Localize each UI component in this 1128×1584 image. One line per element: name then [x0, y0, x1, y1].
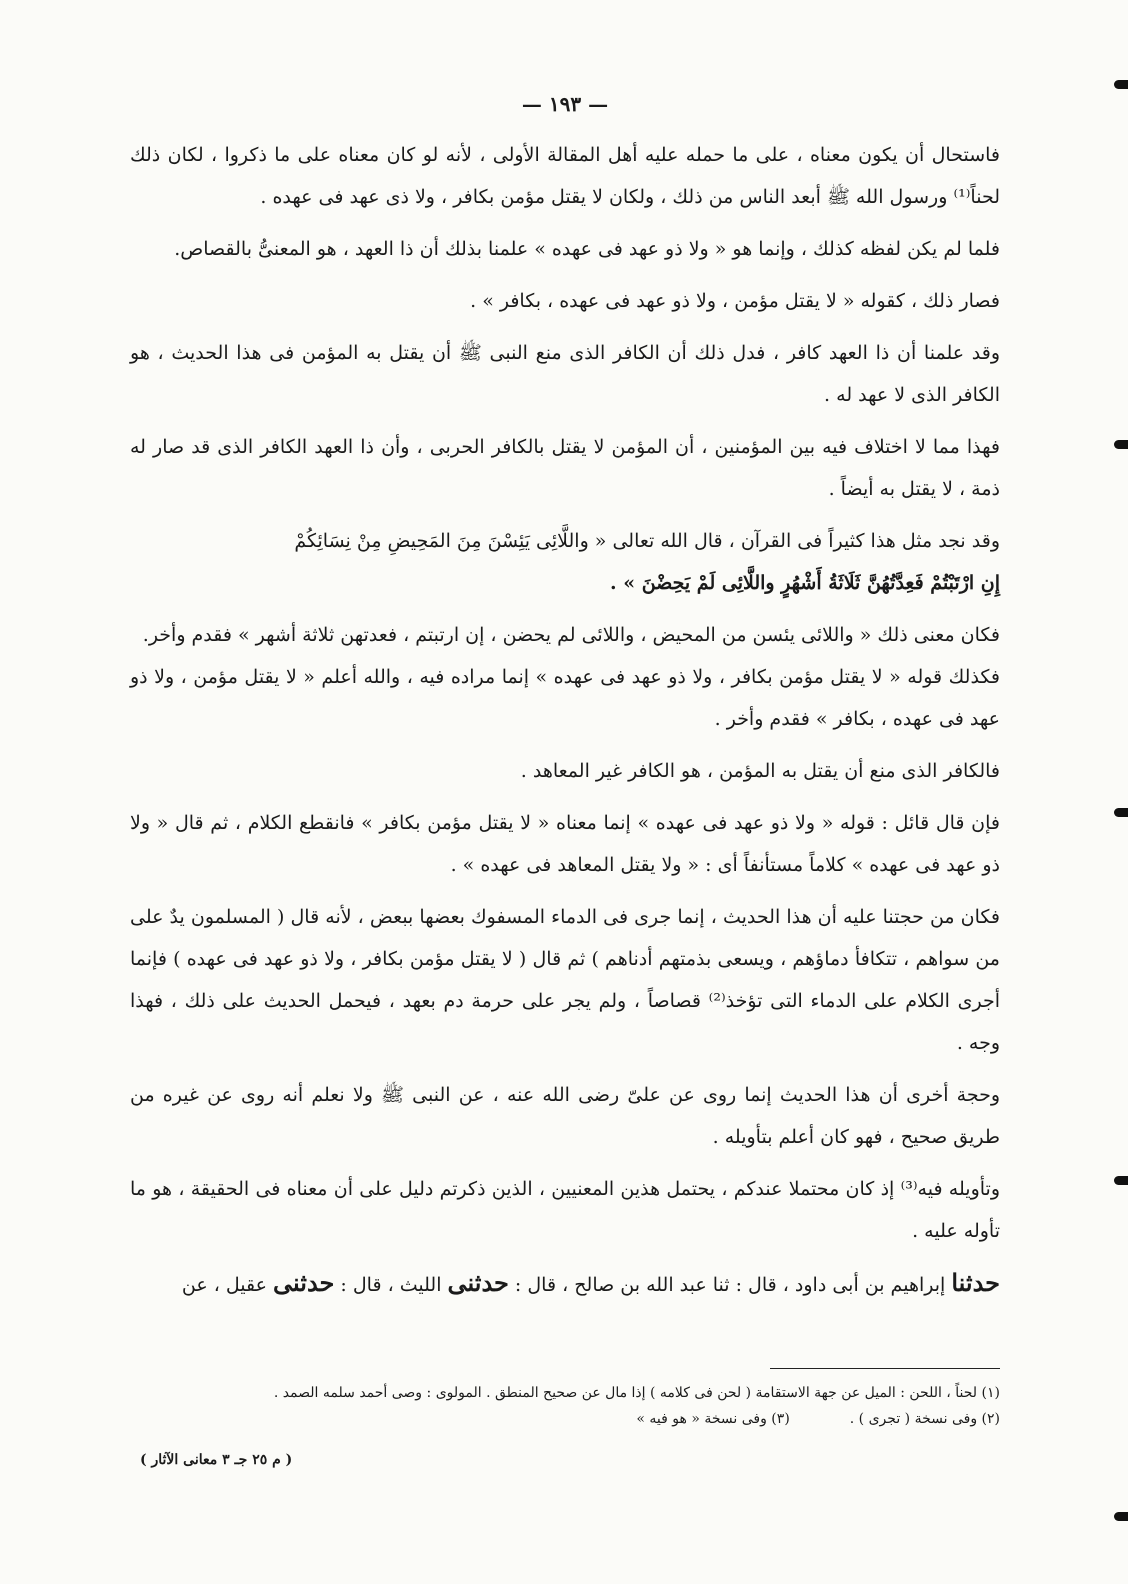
- paragraph-12: وحجة أخرى أن هذا الحديث إنما روى عن علىّ رضى الله عنه ، عن النبى ﷺ ولا نعلم أنه روى عن غيره من طريق صحيح ، فهو كان أعلم بتأويله .: [130, 1084, 1000, 1148]
- footnote-2: (٢) وفى نسخة ( تجرى ) .: [849, 1411, 1000, 1427]
- paragraph-2: فلما لم يكن لفظه كذلك ، وإنما هو « ولا ذو عهد فى عهده » علمنا بذلك أن ذا العهد ، هو المعنىُّ بالقصاص.: [174, 238, 1000, 260]
- paragraph-4: وقد علمنا أن ذا العهد كافر ، فدل ذلك أن الكافر الذى منع النبى ﷺ أن يقتل به المؤمن فى هذا الحديث ، هو الكافر الذى لا عهد له .: [130, 342, 1000, 406]
- footnote-row: [130, 1406, 1000, 1432]
- haddathani-word-2: حدثنى: [273, 1268, 335, 1297]
- haddathani-word-1: حدثنى: [447, 1268, 509, 1297]
- paragraph-9: فالكافر الذى منع أن يقتل به المؤمن ، هو الكافر غير المعاهد .: [520, 760, 1000, 782]
- paragraph-5: فهذا مما لا اختلاف فيه بين المؤمنين ، أن المؤمن لا يقتل بالكافر الحربى ، وأن ذا العهد الكافر الذى قد صار له ذمة ، لا يقتل به أيضاً .: [130, 436, 1000, 500]
- edge-mark-3: [1114, 808, 1128, 817]
- paragraph-11: فكان من حجتنا عليه أن هذا الحديث ، إنما جرى فى الدماء المسفوك بعضها ببعض ، لأنه قال ( المسلمون يدٌ على من سواهم ، تتكافأ دماؤهم ، ويسعى بذمتهم أدناهم ) ثم قال ( لا يقتل مؤمن بكافر ، ولا ذو عهد فى عهده ) فإنما أجرى الكلام على الدماء التى تؤخذ⁽²⁾ قصاصاً ، ولم يجر على حرمة دم بعهد ، فيحمل الحديث على ذلك ، فهذا وجه .: [130, 906, 1000, 1054]
- isnad-text-1: إبراهيم بن أبى داود ، قال : ثنا عبد الله بن صالح ، قال :: [508, 1274, 952, 1296]
- isnad-text-2: الليث ، قال :: [334, 1274, 448, 1296]
- edge-mark-4: [1114, 1176, 1128, 1185]
- footnotes: [130, 1380, 1000, 1432]
- isnad-paragraph: [130, 1262, 1000, 1306]
- isnad-text-3: عقيل ، عن: [181, 1274, 274, 1296]
- page-number: — ١٩٣ —: [521, 92, 609, 116]
- paragraph-1: فاستحال أن يكون معناه ، على ما حمله عليه أهل المقالة الأولى ، لأنه لو كان معناه على ما ذكروا ، لكان ذلك لحناً⁽¹⁾ ورسول الله ﷺ أبعد الناس من ذلك ، ولكان لا يقتل مؤمن بكافر ، ولا ذى عهد فى عهده .: [130, 144, 1000, 208]
- paragraph-6: وقد نجد مثل هذا كثيراً فى القرآن ، قال الله تعالى « واللَّائِى يَئِسْنَ مِنَ المَحِيضِ مِنْ نِسَائِكُمْ: [294, 530, 1000, 552]
- quran-verse: إِنِ ارْتَبْتُمْ فَعِدَّتُهُنَّ ثَلَاثَةُ أَشْهُرٍ واللَّائِى لَمْ يَحِضْنَ » .: [609, 572, 1000, 594]
- edge-mark-5: [1114, 1512, 1128, 1521]
- page-body: [130, 92, 1000, 1316]
- paragraph-7: فكان معنى ذلك « واللائى يئسن من المحيض ، واللائى لم يحضن ، إن ارتبتم ، فعدتهن ثلاثة أشهر » فقدم وأخر.: [142, 624, 1000, 646]
- paragraph-10: فإن قال قائل : قوله « ولا ذو عهد فى عهده » إنما معناه « لا يقتل مؤمن بكافر » فانقطع الكلام ، ثم قال « ولا ذو عهد فى عهده » كلاماً مستأنفاً أى : « ولا يقتل المعاهد فى عهده » .: [130, 812, 1000, 876]
- paragraph-8: فكذلك قوله « لا يقتل مؤمن بكافر ، ولا ذو عهد فى عهده » إنما مراده فيه ، والله أعلم « لا يقتل مؤمن ، ولا ذو عهد فى عهده ، بكافر » فقدم وأخر .: [130, 666, 1000, 730]
- footnote-3: (٣) وفى نسخة « هو فيه »: [636, 1411, 790, 1427]
- signature-mark: ( م ٢٥ جـ ٣ معانى الآثار ): [140, 1452, 293, 1468]
- footnote-1: (١) لحناً ، اللحن : الميل عن جهة الاستقامة ( لحن فى كلامه ) إذا مال عن صحيح المنطق . المولوى : وصى أحمد سلمه الصمد .: [273, 1385, 1000, 1401]
- edge-mark-1: [1114, 80, 1128, 89]
- haddathana-word: حدثنا: [951, 1268, 1000, 1297]
- paragraph-3: فصار ذلك ، كقوله « لا يقتل مؤمن ، ولا ذو عهد فى عهده ، بكافر » .: [470, 290, 1000, 312]
- edge-mark-2: [1114, 440, 1128, 449]
- footnote-rule-line: [770, 1368, 1000, 1369]
- paragraph-13: وتأويله فيه⁽³⁾ إذ كان محتملا عندكم ، يحتمل هذين المعنيين ، الذين ذكرتم دليل على أن معناه فى الحقيقة ، هو ما تأوله عليه .: [130, 1178, 1001, 1242]
